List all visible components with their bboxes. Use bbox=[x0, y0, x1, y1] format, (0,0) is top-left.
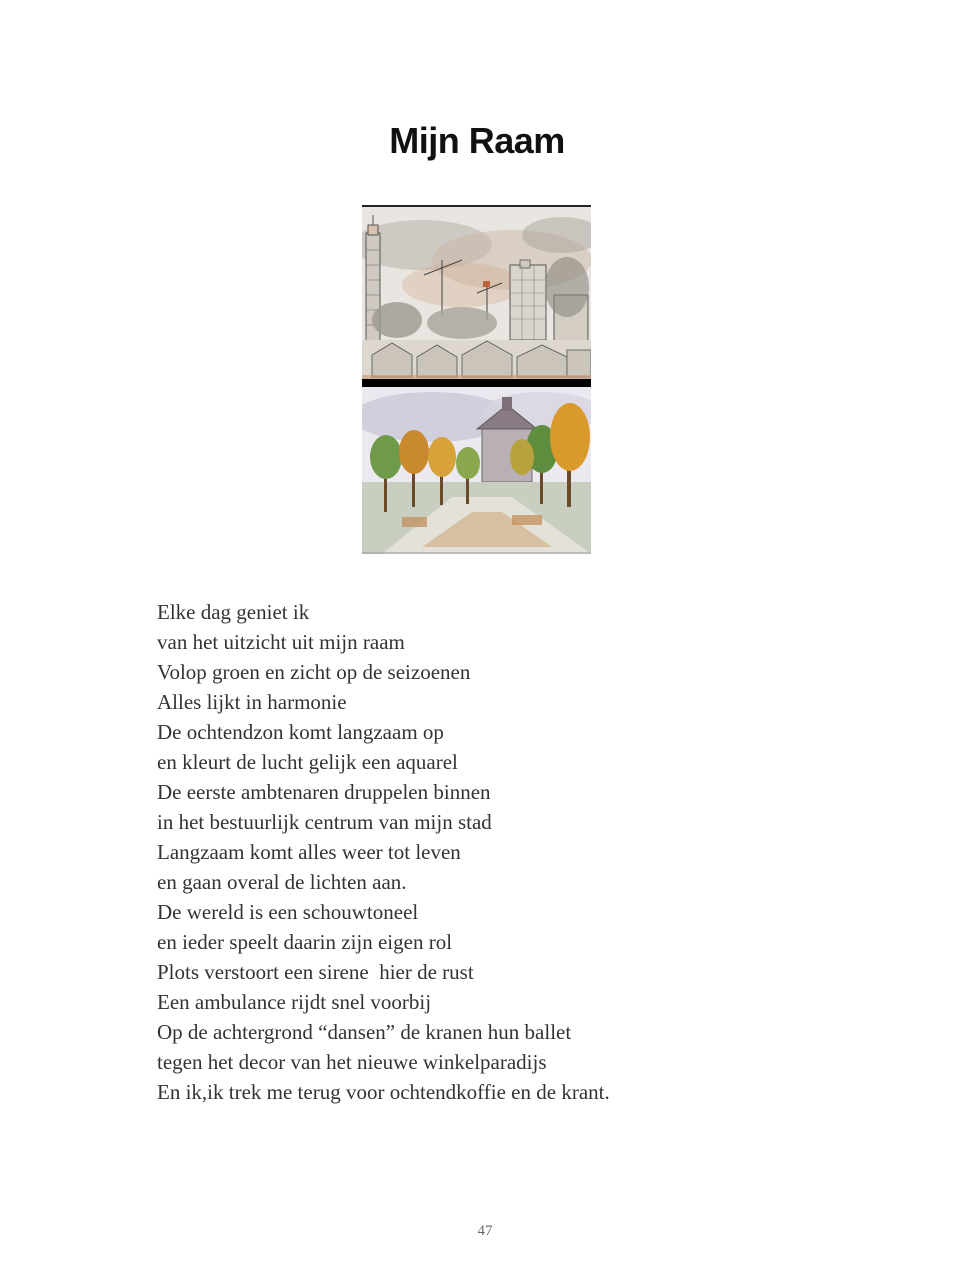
poem-line: De wereld is een schouwtoneel bbox=[157, 900, 419, 924]
poem-line: Elke dag geniet ik bbox=[157, 600, 310, 624]
poem-line: Plots verstoort een sirene hier de rust bbox=[157, 960, 474, 984]
poem-line: en ieder speelt daarin zijn eigen rol bbox=[157, 930, 453, 954]
poem-line: in het bestuurlijk centrum van mijn stad bbox=[157, 810, 492, 834]
image-separator bbox=[362, 379, 591, 387]
poem-line: Langzaam komt alles weer tot leven bbox=[157, 840, 461, 864]
page-title: Mijn Raam bbox=[389, 120, 565, 161]
poem-line: De ochtendzon komt langzaam op bbox=[157, 720, 444, 744]
poem-line: van het uitzicht uit mijn raam bbox=[157, 630, 405, 654]
poem-line: De eerste ambtenaren druppelen binnen bbox=[157, 780, 491, 804]
park-illustration bbox=[362, 387, 591, 554]
poem-line: Alles lijkt in harmonie bbox=[157, 690, 347, 714]
poem-line: en kleurt de lucht gelijk een aquarel bbox=[157, 750, 458, 774]
poem-line: en gaan overal de lichten aan. bbox=[157, 870, 407, 894]
poem-line: tegen het decor van het nieuwe winkelparadijs bbox=[157, 1050, 547, 1074]
poem-text bbox=[157, 597, 610, 1107]
poem-line: En ik,ik trek me terug voor ochtendkoffie en de krant. bbox=[157, 1080, 610, 1104]
city-skyline-illustration bbox=[362, 205, 591, 379]
poem-line: Op de achtergrond “dansen” de kranen hun ballet bbox=[157, 1020, 572, 1044]
poem-line: Volop groen en zicht op de seizoenen bbox=[157, 660, 471, 684]
poem-line: Een ambulance rijdt snel voorbij bbox=[157, 990, 432, 1014]
page-number: 47 bbox=[477, 1223, 493, 1239]
